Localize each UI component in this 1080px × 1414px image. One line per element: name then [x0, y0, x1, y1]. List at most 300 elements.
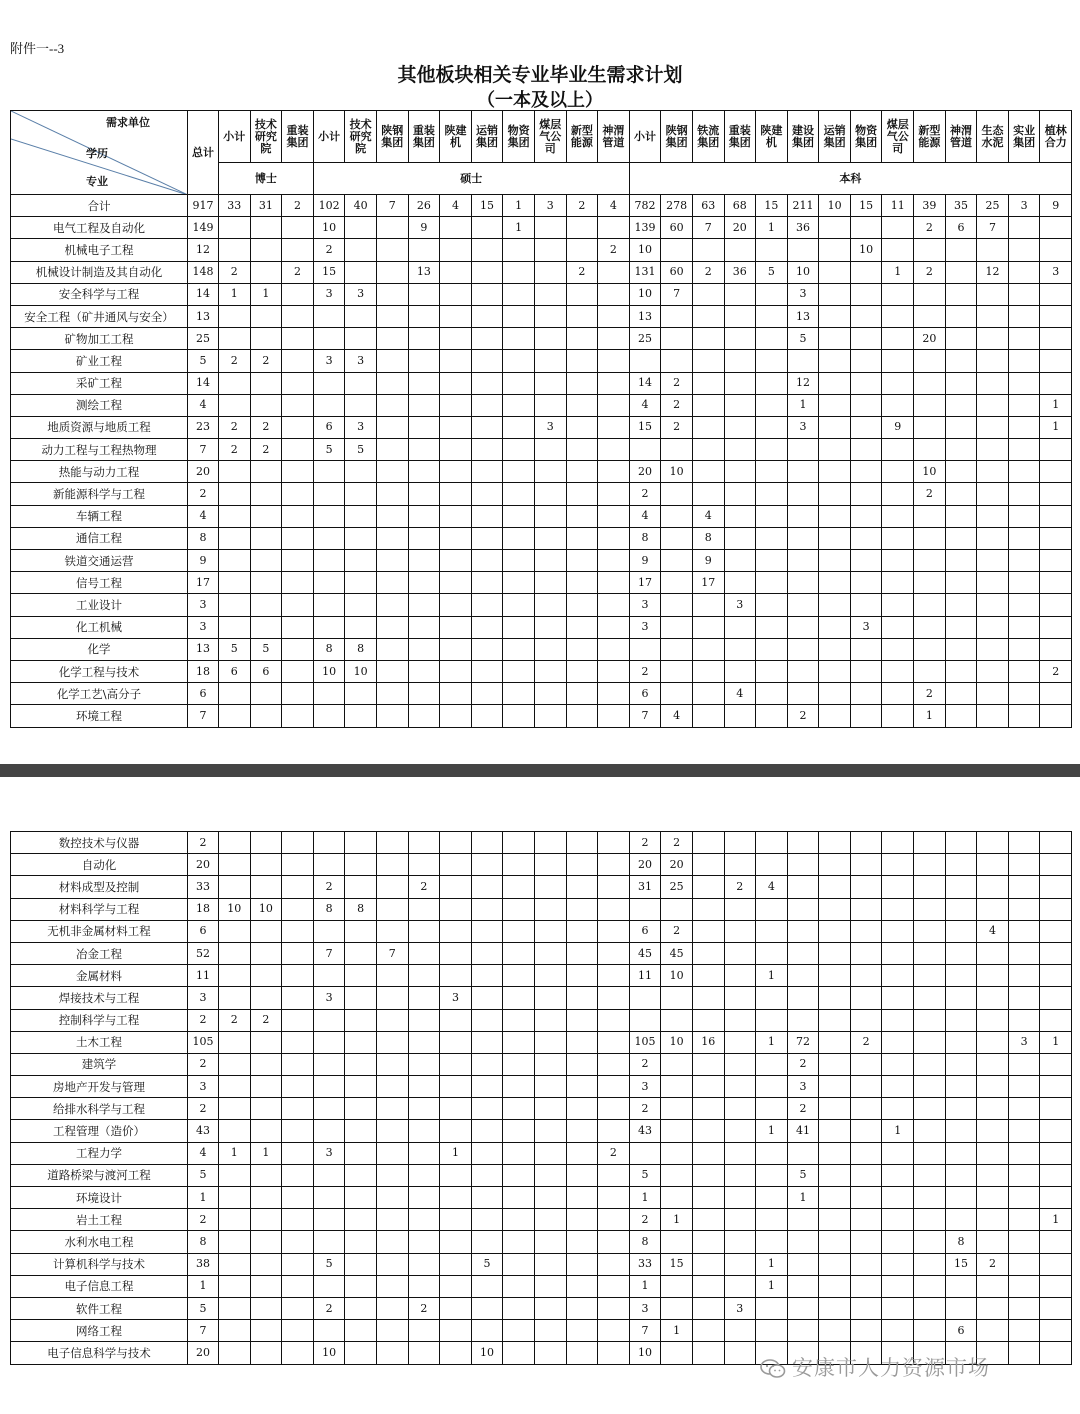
count-cell: 3: [629, 1297, 661, 1319]
count-cell: [756, 372, 788, 394]
count-cell: 4: [629, 505, 661, 527]
count-cell: 9: [882, 416, 914, 438]
count-cell: [945, 1120, 977, 1142]
count-cell: [250, 305, 282, 327]
count-cell: [629, 638, 661, 660]
count-cell: [850, 898, 882, 920]
count-cell: [376, 832, 408, 854]
count-cell: [850, 660, 882, 682]
count-cell: [408, 594, 440, 616]
count-cell: [756, 283, 788, 305]
count-cell: [1040, 594, 1072, 616]
count-cell: [471, 965, 503, 987]
count-cell: [534, 594, 566, 616]
count-cell: 7: [313, 942, 345, 964]
count-cell: [756, 1164, 788, 1186]
count-cell: [313, 705, 345, 727]
count-cell: [945, 372, 977, 394]
count-cell: [219, 1320, 251, 1342]
count-cell: [376, 572, 408, 594]
count-cell: [408, 1164, 440, 1186]
count-cell: 10: [313, 1342, 345, 1364]
count-cell: [345, 705, 377, 727]
count-cell: [503, 1187, 535, 1209]
count-cell: [503, 350, 535, 372]
count-cell: [1008, 1253, 1040, 1275]
count-cell: [661, 1142, 693, 1164]
count-cell: 4: [724, 683, 756, 705]
count-cell: [471, 660, 503, 682]
total-cell: 7: [188, 1320, 219, 1342]
count-cell: [692, 1164, 724, 1186]
count-cell: [219, 987, 251, 1009]
count-cell: [408, 987, 440, 1009]
count-cell: [440, 1187, 472, 1209]
count-cell: 15: [945, 1253, 977, 1275]
count-cell: [661, 898, 693, 920]
total-cell: 5: [188, 1297, 219, 1319]
count-cell: [598, 217, 630, 239]
count-cell: 20: [629, 461, 661, 483]
count-cell: [534, 461, 566, 483]
count-cell: [1008, 505, 1040, 527]
count-cell: [282, 705, 314, 727]
count-cell: 14: [629, 372, 661, 394]
count-cell: [629, 1009, 661, 1031]
count-cell: [440, 920, 472, 942]
count-cell: [534, 854, 566, 876]
count-cell: [219, 1120, 251, 1142]
count-cell: [471, 854, 503, 876]
count-cell: [1040, 1076, 1072, 1098]
count-cell: [345, 594, 377, 616]
count-cell: 72: [787, 1031, 819, 1053]
count-cell: [724, 1098, 756, 1120]
count-cell: [977, 616, 1009, 638]
count-cell: [598, 920, 630, 942]
count-cell: [1008, 987, 1040, 1009]
count-cell: 7: [376, 942, 408, 964]
count-cell: [977, 898, 1009, 920]
count-cell: [345, 1209, 377, 1231]
count-cell: [376, 1253, 408, 1275]
count-cell: [787, 550, 819, 572]
count-cell: 782: [629, 195, 661, 217]
count-cell: [945, 1098, 977, 1120]
major-name: 安全工程（矿井通风与安全）: [11, 305, 188, 327]
count-cell: [1040, 505, 1072, 527]
count-cell: 2: [977, 1253, 1009, 1275]
count-cell: [376, 394, 408, 416]
count-cell: [945, 505, 977, 527]
major-name: 冶金工程: [11, 942, 188, 964]
total-cell: 14: [188, 372, 219, 394]
count-cell: [819, 328, 851, 350]
count-cell: [661, 1009, 693, 1031]
count-cell: [471, 1231, 503, 1253]
count-cell: 2: [787, 705, 819, 727]
count-cell: [282, 942, 314, 964]
total-cell: 6: [188, 683, 219, 705]
count-cell: [787, 898, 819, 920]
count-cell: 3: [1008, 195, 1040, 217]
count-cell: 10: [629, 283, 661, 305]
count-cell: [376, 1231, 408, 1253]
count-cell: [945, 705, 977, 727]
count-cell: [376, 1031, 408, 1053]
count-cell: [882, 439, 914, 461]
count-cell: [219, 239, 251, 261]
count-cell: [977, 1187, 1009, 1209]
count-cell: 63: [692, 195, 724, 217]
count-cell: [787, 965, 819, 987]
count-cell: [313, 1031, 345, 1053]
count-cell: [313, 965, 345, 987]
count-cell: [282, 416, 314, 438]
count-cell: 2: [914, 483, 946, 505]
count-cell: 2: [408, 876, 440, 898]
count-cell: [503, 1297, 535, 1319]
count-cell: [440, 1120, 472, 1142]
count-cell: 10: [819, 195, 851, 217]
count-cell: [376, 1053, 408, 1075]
count-cell: [282, 660, 314, 682]
count-cell: [471, 1209, 503, 1231]
count-cell: 2: [661, 920, 693, 942]
count-cell: [914, 1076, 946, 1098]
count-cell: [313, 1098, 345, 1120]
table-row: [11, 705, 1072, 727]
count-cell: [692, 1342, 724, 1364]
count-cell: [219, 1297, 251, 1319]
count-cell: [376, 660, 408, 682]
count-cell: [345, 1009, 377, 1031]
count-cell: [882, 1164, 914, 1186]
count-cell: [1008, 239, 1040, 261]
count-cell: [692, 660, 724, 682]
count-cell: [882, 942, 914, 964]
count-cell: 45: [661, 942, 693, 964]
count-cell: [282, 305, 314, 327]
count-cell: [282, 1209, 314, 1231]
count-cell: [282, 527, 314, 549]
count-cell: [724, 1076, 756, 1098]
count-cell: [977, 439, 1009, 461]
count-cell: [914, 1053, 946, 1075]
count-cell: [1008, 705, 1040, 727]
count-cell: [503, 239, 535, 261]
count-cell: [1008, 876, 1040, 898]
count-cell: [250, 1120, 282, 1142]
count-cell: [724, 854, 756, 876]
total-cell: 38: [188, 1253, 219, 1275]
count-cell: [219, 832, 251, 854]
count-cell: [503, 1342, 535, 1364]
count-cell: 3: [787, 283, 819, 305]
count-cell: 39: [914, 195, 946, 217]
count-cell: [914, 942, 946, 964]
count-cell: [345, 1275, 377, 1297]
count-cell: [692, 1098, 724, 1120]
count-cell: 131: [629, 261, 661, 283]
count-cell: [1040, 1009, 1072, 1031]
count-cell: [598, 1053, 630, 1075]
table-row: [11, 1142, 1072, 1164]
count-cell: [219, 1187, 251, 1209]
count-cell: 4: [692, 505, 724, 527]
column-header: 陕建机: [440, 111, 472, 163]
count-cell: [471, 1275, 503, 1297]
count-cell: [440, 394, 472, 416]
count-cell: 2: [313, 239, 345, 261]
major-name: 道路桥梁与渡河工程: [11, 1164, 188, 1186]
count-cell: 7: [661, 283, 693, 305]
count-cell: [724, 527, 756, 549]
count-cell: [787, 1142, 819, 1164]
count-cell: [250, 854, 282, 876]
count-cell: [1008, 1275, 1040, 1297]
count-cell: [914, 239, 946, 261]
count-cell: [440, 261, 472, 283]
count-cell: 5: [629, 1164, 661, 1186]
column-header: 小计: [313, 111, 345, 163]
count-cell: [503, 505, 535, 527]
column-header: 技术研究院: [250, 111, 282, 163]
count-cell: [692, 683, 724, 705]
count-cell: [756, 550, 788, 572]
count-cell: 8: [313, 898, 345, 920]
count-cell: 1: [440, 1142, 472, 1164]
total-cell: 917: [188, 195, 219, 217]
column-header: 煤层气公司: [882, 111, 914, 163]
count-cell: [724, 328, 756, 350]
count-cell: [1008, 283, 1040, 305]
count-cell: [376, 527, 408, 549]
count-cell: [1040, 305, 1072, 327]
count-cell: [1040, 1120, 1072, 1142]
count-cell: [756, 942, 788, 964]
count-cell: [882, 1297, 914, 1319]
count-cell: [756, 439, 788, 461]
wechat-icon: [760, 1359, 786, 1379]
count-cell: [756, 394, 788, 416]
count-cell: [376, 416, 408, 438]
count-cell: [787, 1009, 819, 1031]
count-cell: [376, 483, 408, 505]
count-cell: [914, 527, 946, 549]
count-cell: 8: [629, 1231, 661, 1253]
count-cell: [345, 965, 377, 987]
count-cell: [787, 832, 819, 854]
count-cell: 3: [724, 1297, 756, 1319]
major-name: 房地产开发与管理: [11, 1076, 188, 1098]
count-cell: [345, 832, 377, 854]
count-cell: [282, 1342, 314, 1364]
count-cell: [471, 1142, 503, 1164]
count-cell: [503, 261, 535, 283]
count-cell: [1040, 1275, 1072, 1297]
count-cell: [977, 854, 1009, 876]
count-cell: [250, 217, 282, 239]
count-cell: [819, 1209, 851, 1231]
total-cell: 2: [188, 1098, 219, 1120]
count-cell: [692, 705, 724, 727]
total-cell: 2: [188, 832, 219, 854]
count-cell: 9: [1040, 195, 1072, 217]
count-cell: [945, 483, 977, 505]
count-cell: 1: [756, 1031, 788, 1053]
count-cell: [787, 1209, 819, 1231]
major-name: 化学: [11, 638, 188, 660]
total-cell: 12: [188, 239, 219, 261]
column-header: 煤层气公司: [534, 111, 566, 163]
count-cell: [724, 505, 756, 527]
count-cell: [850, 1120, 882, 1142]
count-cell: [408, 705, 440, 727]
count-cell: 4: [629, 394, 661, 416]
major-name: 通信工程: [11, 527, 188, 549]
count-cell: [882, 683, 914, 705]
count-cell: 2: [598, 239, 630, 261]
count-cell: [250, 1275, 282, 1297]
count-cell: [566, 1164, 598, 1186]
count-cell: [1008, 1164, 1040, 1186]
count-cell: [440, 854, 472, 876]
count-cell: [819, 1297, 851, 1319]
count-cell: 5: [313, 1253, 345, 1275]
count-cell: [882, 483, 914, 505]
count-cell: 2: [219, 261, 251, 283]
count-cell: [1008, 965, 1040, 987]
count-cell: [566, 1253, 598, 1275]
count-cell: [534, 483, 566, 505]
count-cell: [819, 1009, 851, 1031]
count-cell: [566, 527, 598, 549]
count-cell: [724, 616, 756, 638]
count-cell: [787, 1275, 819, 1297]
count-cell: [661, 328, 693, 350]
count-cell: [219, 217, 251, 239]
count-cell: [1040, 1297, 1072, 1319]
count-cell: 33: [629, 1253, 661, 1275]
count-cell: [313, 854, 345, 876]
count-cell: 5: [345, 439, 377, 461]
count-cell: 7: [629, 705, 661, 727]
count-cell: [692, 965, 724, 987]
count-cell: [945, 527, 977, 549]
count-cell: [977, 550, 1009, 572]
count-cell: [914, 1187, 946, 1209]
count-cell: 102: [313, 195, 345, 217]
count-cell: [282, 1275, 314, 1297]
count-cell: [598, 328, 630, 350]
count-cell: [566, 1320, 598, 1342]
count-cell: [756, 350, 788, 372]
count-cell: [598, 705, 630, 727]
count-cell: [503, 683, 535, 705]
count-cell: [408, 283, 440, 305]
count-cell: [945, 1209, 977, 1231]
count-cell: [756, 1187, 788, 1209]
count-cell: 2: [282, 261, 314, 283]
count-cell: [345, 461, 377, 483]
corner-label-unit: 需求单位: [106, 116, 150, 129]
count-cell: [534, 505, 566, 527]
count-cell: [787, 505, 819, 527]
count-cell: 2: [661, 394, 693, 416]
count-cell: 60: [661, 261, 693, 283]
count-cell: 2: [661, 832, 693, 854]
count-cell: 1: [787, 1187, 819, 1209]
count-cell: [282, 1297, 314, 1319]
count-cell: [945, 683, 977, 705]
count-cell: 15: [471, 195, 503, 217]
count-cell: [566, 987, 598, 1009]
count-cell: [503, 572, 535, 594]
count-cell: 8: [692, 527, 724, 549]
count-cell: [850, 683, 882, 705]
count-cell: [598, 832, 630, 854]
count-cell: [598, 483, 630, 505]
count-cell: [1040, 328, 1072, 350]
count-cell: [819, 832, 851, 854]
count-cell: [503, 898, 535, 920]
count-cell: [1040, 898, 1072, 920]
count-cell: [219, 372, 251, 394]
count-cell: [250, 616, 282, 638]
count-cell: [345, 217, 377, 239]
count-cell: [219, 1231, 251, 1253]
count-cell: [1040, 239, 1072, 261]
count-cell: [598, 305, 630, 327]
count-cell: 20: [914, 328, 946, 350]
total-cell: 33: [188, 876, 219, 898]
count-cell: [1040, 283, 1072, 305]
major-name: 软件工程: [11, 1297, 188, 1319]
count-cell: [282, 832, 314, 854]
count-cell: [313, 1187, 345, 1209]
count-cell: 2: [250, 416, 282, 438]
count-cell: [440, 1031, 472, 1053]
count-cell: [598, 1031, 630, 1053]
count-cell: [282, 217, 314, 239]
major-name: 自动化: [11, 854, 188, 876]
count-cell: [945, 987, 977, 1009]
count-cell: 10: [787, 261, 819, 283]
count-cell: [345, 505, 377, 527]
count-cell: [471, 832, 503, 854]
count-cell: 2: [408, 1297, 440, 1319]
count-cell: 8: [345, 638, 377, 660]
count-cell: [850, 942, 882, 964]
demand-table-part-2: [10, 831, 1072, 1365]
count-cell: 10: [661, 1031, 693, 1053]
table-row: [11, 195, 1072, 217]
watermark: [760, 1352, 990, 1382]
count-cell: [598, 416, 630, 438]
count-cell: [724, 1053, 756, 1075]
count-cell: [819, 305, 851, 327]
count-cell: [850, 527, 882, 549]
count-cell: [534, 832, 566, 854]
count-cell: [819, 550, 851, 572]
count-cell: [503, 483, 535, 505]
count-cell: [850, 1164, 882, 1186]
major-name: 材料成型及控制: [11, 876, 188, 898]
count-cell: [661, 987, 693, 1009]
count-cell: [1040, 1253, 1072, 1275]
count-cell: [819, 1142, 851, 1164]
